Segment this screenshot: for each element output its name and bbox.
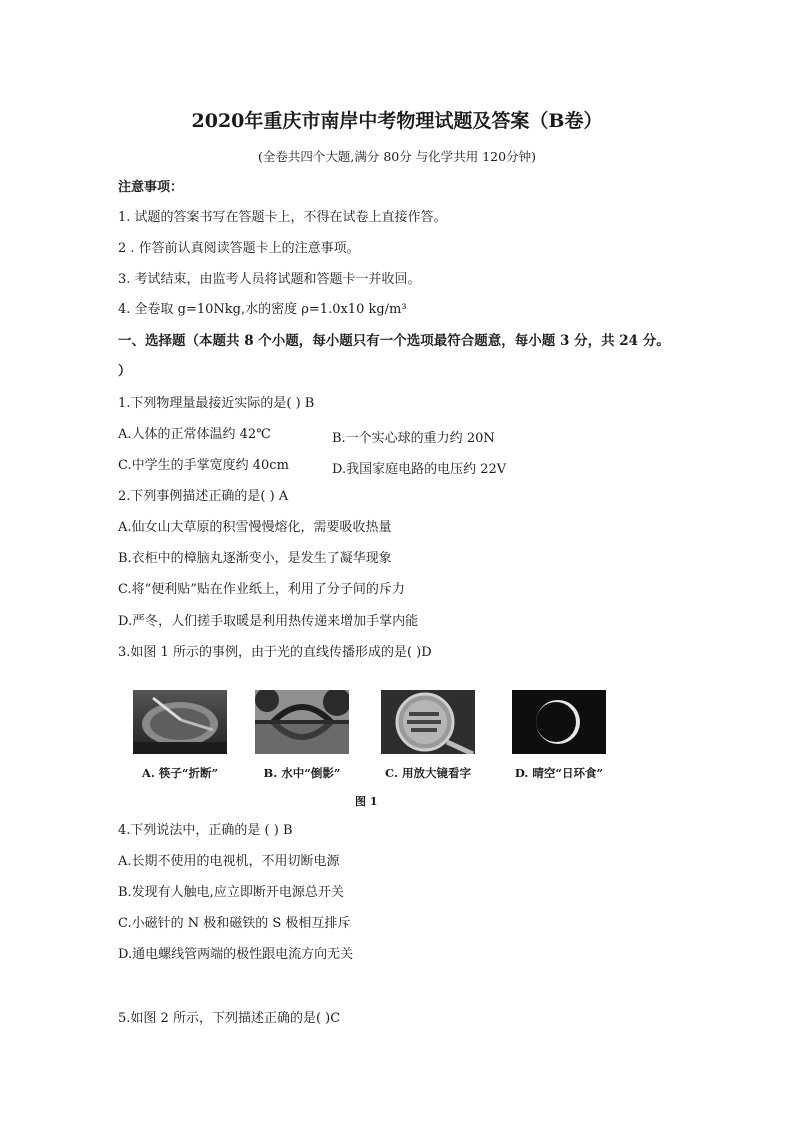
question-2-option-d: D.严冬，人们搓手取暖是利用热传递来增加手掌内能 — [118, 614, 419, 629]
solar-eclipse-photo — [512, 690, 606, 754]
magnifier-photo — [381, 690, 475, 754]
figure-label: 图 1 — [355, 795, 378, 808]
question-4-option-d: D.通电螺线管两端的极性跟电流方向无关 — [118, 947, 354, 962]
question-5-stem: 5.如图 2 所示，下列描述正确的是( )C — [118, 1011, 341, 1026]
water-reflection-photo — [255, 690, 349, 754]
question-4-option-c: C.小磁针的 N 极和磁铁的 S 极相互排斥 — [118, 916, 351, 931]
notice-heading: 注意事项： — [118, 180, 184, 195]
figure-caption-a: A. 筷子“折断” — [141, 766, 219, 780]
question-2-option-c: C.将“便利贴”贴在作业纸上，利用了分子间的斥力 — [118, 582, 405, 597]
question-1-option-a: A.人体的正常体温约 42℃ — [118, 427, 271, 442]
question-1-option-d: D.我国家庭电路的电压约 22V — [332, 462, 507, 477]
figure-caption-d: D. 晴空“日环食” — [514, 766, 604, 780]
notice-item: 2 . 作答前认真阅读答题卡上的注意事项。 — [118, 241, 360, 256]
notice-item: 4. 全卷取 g=10Nkg,水的密度 ρ=1.0x10 kg/m³ — [118, 302, 407, 317]
question-2-stem: 2.下列事例描述正确的是( ) A — [118, 489, 289, 504]
page-title: 2020年重庆市南岸中考物理试题及答案（B卷） — [191, 110, 603, 132]
figure-caption-c: C. 用放大镜看字 — [385, 766, 471, 780]
question-1-option-c: C.中学生的手掌宽度约 40cm — [118, 458, 289, 473]
notice-item: 1. 试题的答案书写在答题卡上，不得在试卷上直接作答。 — [118, 210, 447, 225]
exam-info: (全卷共四个大题,满分 80分 与化学共用 120分钟) — [258, 149, 536, 164]
notice-item: 3. 考试结束，由监考人员将试题和答题卡一并收回。 — [118, 272, 421, 287]
question-4-option-a: A.长期不使用的电视机，不用切断电源 — [118, 854, 340, 869]
question-3-stem: 3.如图 1 所示的事例，由于光的直线传播形成的是( )D — [118, 645, 432, 660]
chopsticks-photo — [133, 690, 227, 754]
question-2-option-a: A.仙女山大草原的积雪慢慢熔化，需要吸收热量 — [118, 520, 392, 535]
question-1-option-b: B.一个实心球的重力约 20N — [332, 431, 495, 446]
question-1-stem: 1.下列物理量最接近实际的是( ) B — [118, 396, 315, 411]
question-4-stem: 4.下列说法中，正确的是 ( ) B — [118, 823, 293, 838]
question-2-option-b: B.衣柜中的樟脑丸逐渐变小，是发生了凝华现象 — [118, 551, 392, 566]
section-heading-end: ） — [118, 364, 132, 379]
question-4-option-b: B.发现有人触电,应立即断开电源总开关 — [118, 885, 344, 900]
figure-caption-b: B. 水中“倒影” — [263, 766, 341, 780]
section-heading: 一、选择题（本题共 8 个小题，每小题只有一个选项最符合题意，每小题 3 分，共 24 分。 — [118, 333, 670, 349]
